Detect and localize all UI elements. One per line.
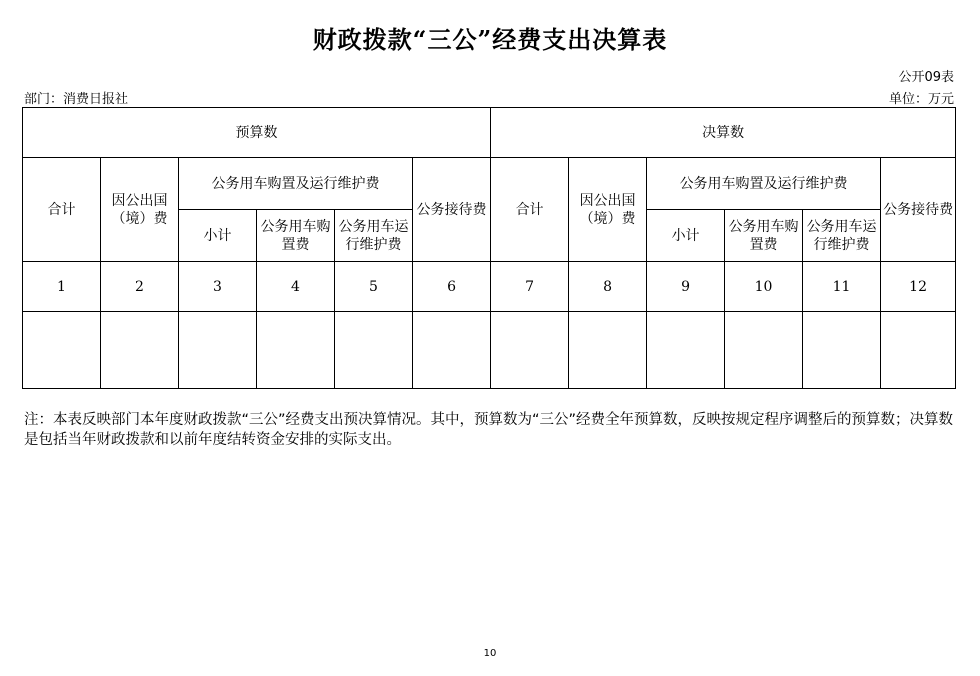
data-row — [23, 312, 956, 389]
budget-total-header: 合计 — [23, 158, 101, 262]
data-cell — [257, 312, 335, 389]
data-cell — [413, 312, 491, 389]
three-public-expenses-table — [22, 107, 956, 389]
column-number: 1 — [23, 262, 101, 312]
data-cell — [101, 312, 179, 389]
table-note: 注：本表反映部门本年度财政拨款“三公”经费支出预决算情况。其中，预算数为“三公”经费全年预算数，反映按规定程序调整后的预算数；决算数是包括当年财政拨款和以前年度结转资金安排的实际支出。 — [24, 412, 954, 448]
header-row-1 — [23, 158, 956, 210]
budget-operation-header: 公务用车运行维护费 — [335, 210, 413, 262]
final-total-header: 合计 — [491, 158, 569, 262]
final-group-header: 决算数 — [491, 108, 956, 158]
final-reception-header: 公务接待费 — [881, 158, 956, 262]
page-number: 10 — [483, 648, 497, 659]
column-number: 8 — [569, 262, 647, 312]
column-number: 9 — [647, 262, 725, 312]
column-number: 10 — [725, 262, 803, 312]
form-number: 公开09表 — [898, 70, 954, 85]
department-label: 部门：消费日报社 — [24, 92, 129, 107]
data-cell — [881, 312, 956, 389]
data-cell — [725, 312, 803, 389]
data-cell — [335, 312, 413, 389]
final-subtotal-header: 小计 — [647, 210, 725, 262]
budget-subtotal-header: 小计 — [179, 210, 257, 262]
data-cell — [179, 312, 257, 389]
unit-label: 单位：万元 — [888, 92, 954, 107]
final-operation-header: 公务用车运行维护费 — [803, 210, 881, 262]
column-number-row — [23, 262, 956, 312]
budget-abroad-header: 因公出国（境）费 — [101, 158, 179, 262]
budget-reception-header: 公务接待费 — [413, 158, 491, 262]
final-vehicle-header: 公务用车购置及运行维护费 — [647, 158, 881, 210]
column-number: 3 — [179, 262, 257, 312]
column-number: 2 — [101, 262, 179, 312]
final-purchase-header: 公务用车购置费 — [725, 210, 803, 262]
column-number: 4 — [257, 262, 335, 312]
column-number: 7 — [491, 262, 569, 312]
final-abroad-header: 因公出国（境）费 — [569, 158, 647, 262]
group-header-row — [23, 108, 956, 158]
column-number: 11 — [803, 262, 881, 312]
data-cell — [647, 312, 725, 389]
column-number: 12 — [881, 262, 956, 312]
data-cell — [491, 312, 569, 389]
budget-purchase-header: 公务用车购置费 — [257, 210, 335, 262]
page-title: 财政拨款“三公”经费支出决算表 — [312, 25, 668, 54]
column-number: 5 — [335, 262, 413, 312]
data-cell — [569, 312, 647, 389]
budget-group-header: 预算数 — [23, 108, 491, 158]
data-cell — [23, 312, 101, 389]
budget-vehicle-header: 公务用车购置及运行维护费 — [179, 158, 413, 210]
column-number: 6 — [413, 262, 491, 312]
data-cell — [803, 312, 881, 389]
